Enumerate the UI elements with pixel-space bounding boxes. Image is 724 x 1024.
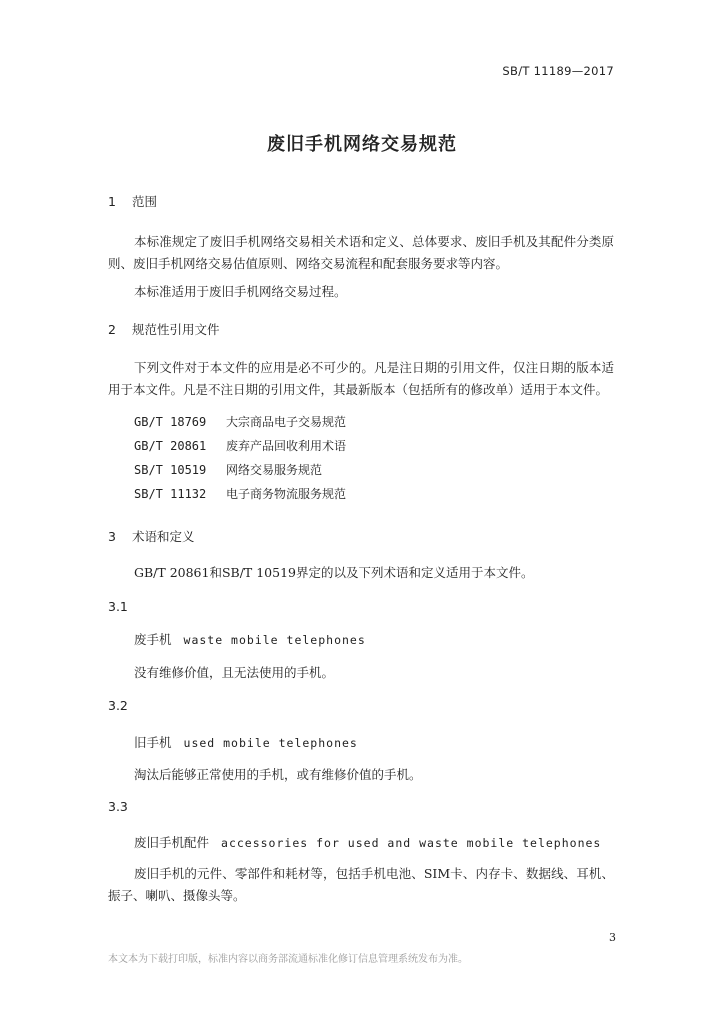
section-1-paragraph: 本标准规定了废旧手机网络交易相关术语和定义、总体要求、废旧手机及其配件分类原则、废旧手机网络交易估值原则、网络交易流程和配套服务要求等内容。 xyxy=(108,234,614,271)
section-3-intro: GB/T 20861和SB/T 10519界定的以及下列术语和定义适用于本文件。 xyxy=(134,565,534,580)
section-title: 范围 xyxy=(132,194,158,209)
term-definition: 废旧手机的元件、零部件和耗材等，包括手机电池、SIM卡、内存卡、数据线、耳机、振子、喇叭、摄像头等。 xyxy=(108,866,614,903)
section-3-heading xyxy=(108,527,195,545)
section-number: 2 xyxy=(108,322,116,337)
section-1-heading xyxy=(108,192,157,210)
term-number: 3.1 xyxy=(108,599,128,614)
reference-name: 电子商务物流服务规范 xyxy=(226,487,347,501)
term-entry xyxy=(134,833,601,851)
term-definition: 没有维修价值，且无法使用的手机。 xyxy=(134,665,335,680)
term-en: accessories for used and waste mobile telephones xyxy=(221,836,602,850)
term-zh: 废旧手机配件 xyxy=(134,835,210,850)
term-en: waste mobile telephones xyxy=(183,633,366,647)
footer-note: 本文本为下载打印版，标准内容以商务部流通标准化修订信息管理系统发布为准。 xyxy=(108,954,468,965)
section-title: 术语和定义 xyxy=(132,529,195,544)
reference-name: 大宗商品电子交易规范 xyxy=(226,415,347,429)
section-number: 1 xyxy=(108,194,116,209)
term-en: used mobile telephones xyxy=(183,736,358,750)
term-number: 3.3 xyxy=(108,799,128,814)
reference-name: 网络交易服务规范 xyxy=(226,463,323,477)
reference-code: GB/T 18769 xyxy=(134,415,207,429)
term-definition: 淘汰后能够正常使用的手机，或有维修价值的手机。 xyxy=(134,767,422,782)
term-zh: 旧手机 xyxy=(134,735,172,750)
section-2-heading xyxy=(108,320,220,338)
term-entry xyxy=(134,630,366,648)
reference-code: SB/T 11132 xyxy=(134,487,207,501)
reference-item xyxy=(134,413,346,430)
page-number: 3 xyxy=(609,931,616,944)
section-2-paragraph: 下列文件对于本文件的应用是必不可少的。凡是注日期的引用文件，仅注日期的版本适用于本文件。凡是不注日期的引用文件，其最新版本（包括所有的修改单）适用于本文件。 xyxy=(108,360,614,397)
section-title: 规范性引用文件 xyxy=(132,322,220,337)
term-zh: 废手机 xyxy=(134,632,172,647)
reference-name: 废弃产品回收利用术语 xyxy=(226,439,347,453)
reference-item xyxy=(134,461,322,478)
reference-item xyxy=(134,437,346,454)
standard-number: SB/T 11189—2017 xyxy=(502,64,614,78)
reference-code: SB/T 10519 xyxy=(134,463,207,477)
section-number: 3 xyxy=(108,529,116,544)
reference-code: GB/T 20861 xyxy=(134,439,207,453)
reference-item xyxy=(134,485,346,502)
term-number: 3.2 xyxy=(108,698,128,713)
document-title: 废旧手机网络交易规范 xyxy=(267,134,457,155)
section-1-scope-paragraph: 本标准适用于废旧手机网络交易过程。 xyxy=(134,284,347,299)
term-entry xyxy=(134,733,358,751)
